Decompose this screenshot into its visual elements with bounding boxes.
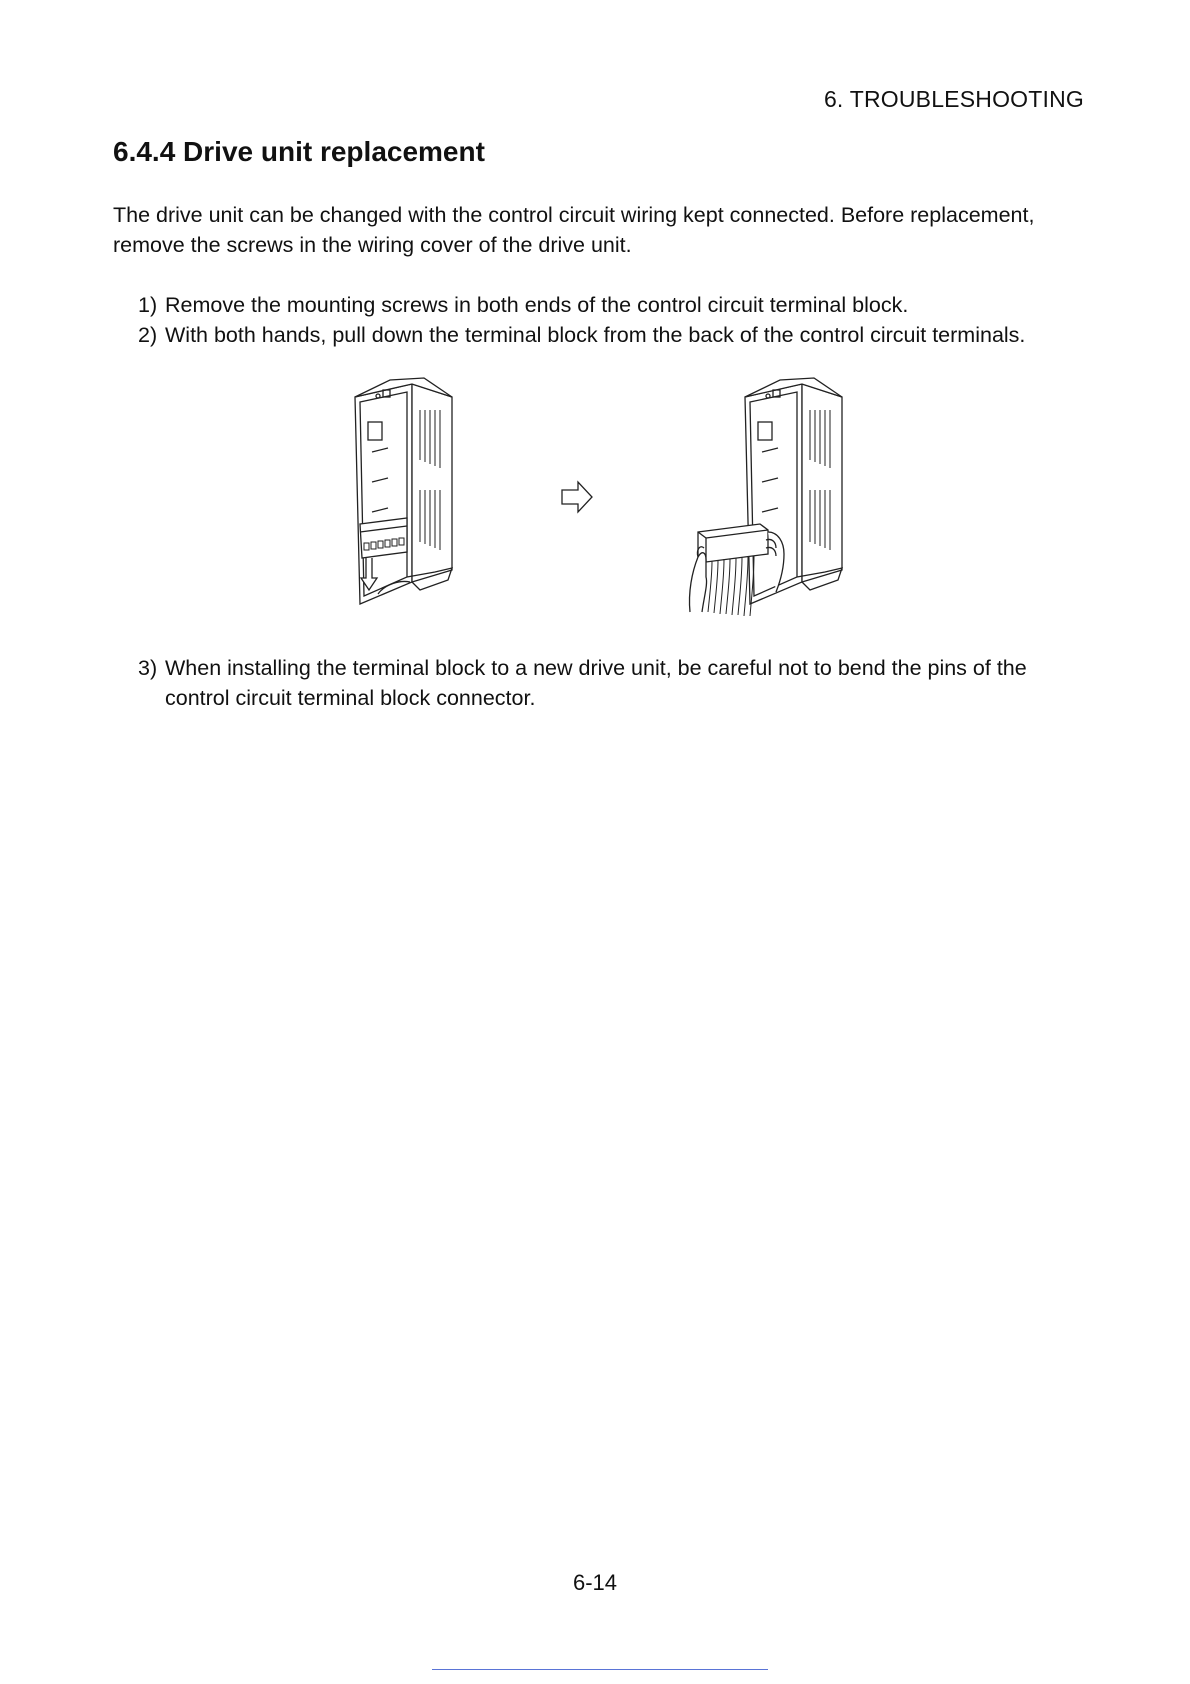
step-number: 1)	[138, 293, 158, 317]
step-text: With both hands, pull down the terminal block from the back of the control circuit terminals.	[165, 323, 1026, 347]
section-title: 6.4.4 Drive unit replacement	[113, 136, 485, 167]
drive-unit-illustration-left	[355, 378, 452, 604]
step-number: 2)	[138, 323, 158, 347]
step-list	[138, 290, 1088, 350]
step-item	[138, 290, 1088, 320]
step-text: When installing the terminal block to a new drive unit, be careful not to bend the pins of the control circuit terminal block connector.	[165, 656, 1027, 710]
intro-paragraph: The drive unit can be changed with the control circuit wiring kept connected. Before replacement, remove the screws in the wiring cover of the drive unit.	[113, 203, 1035, 257]
drive-unit-illustration-right	[689, 378, 842, 616]
terminal-block-removal-figure	[340, 372, 860, 622]
step-list	[138, 653, 1088, 713]
step-item	[138, 320, 1088, 350]
right-arrow-icon	[562, 482, 592, 512]
step-text: Remove the mounting screws in both ends of the control circuit terminal block.	[165, 293, 909, 317]
footer-link-underline	[432, 1669, 768, 1670]
chapter-header: 6. TROUBLESHOOTING	[823, 86, 1084, 112]
step-item	[138, 653, 1088, 713]
page-number: 6-14	[572, 1570, 618, 1595]
step-number: 3)	[138, 656, 158, 680]
